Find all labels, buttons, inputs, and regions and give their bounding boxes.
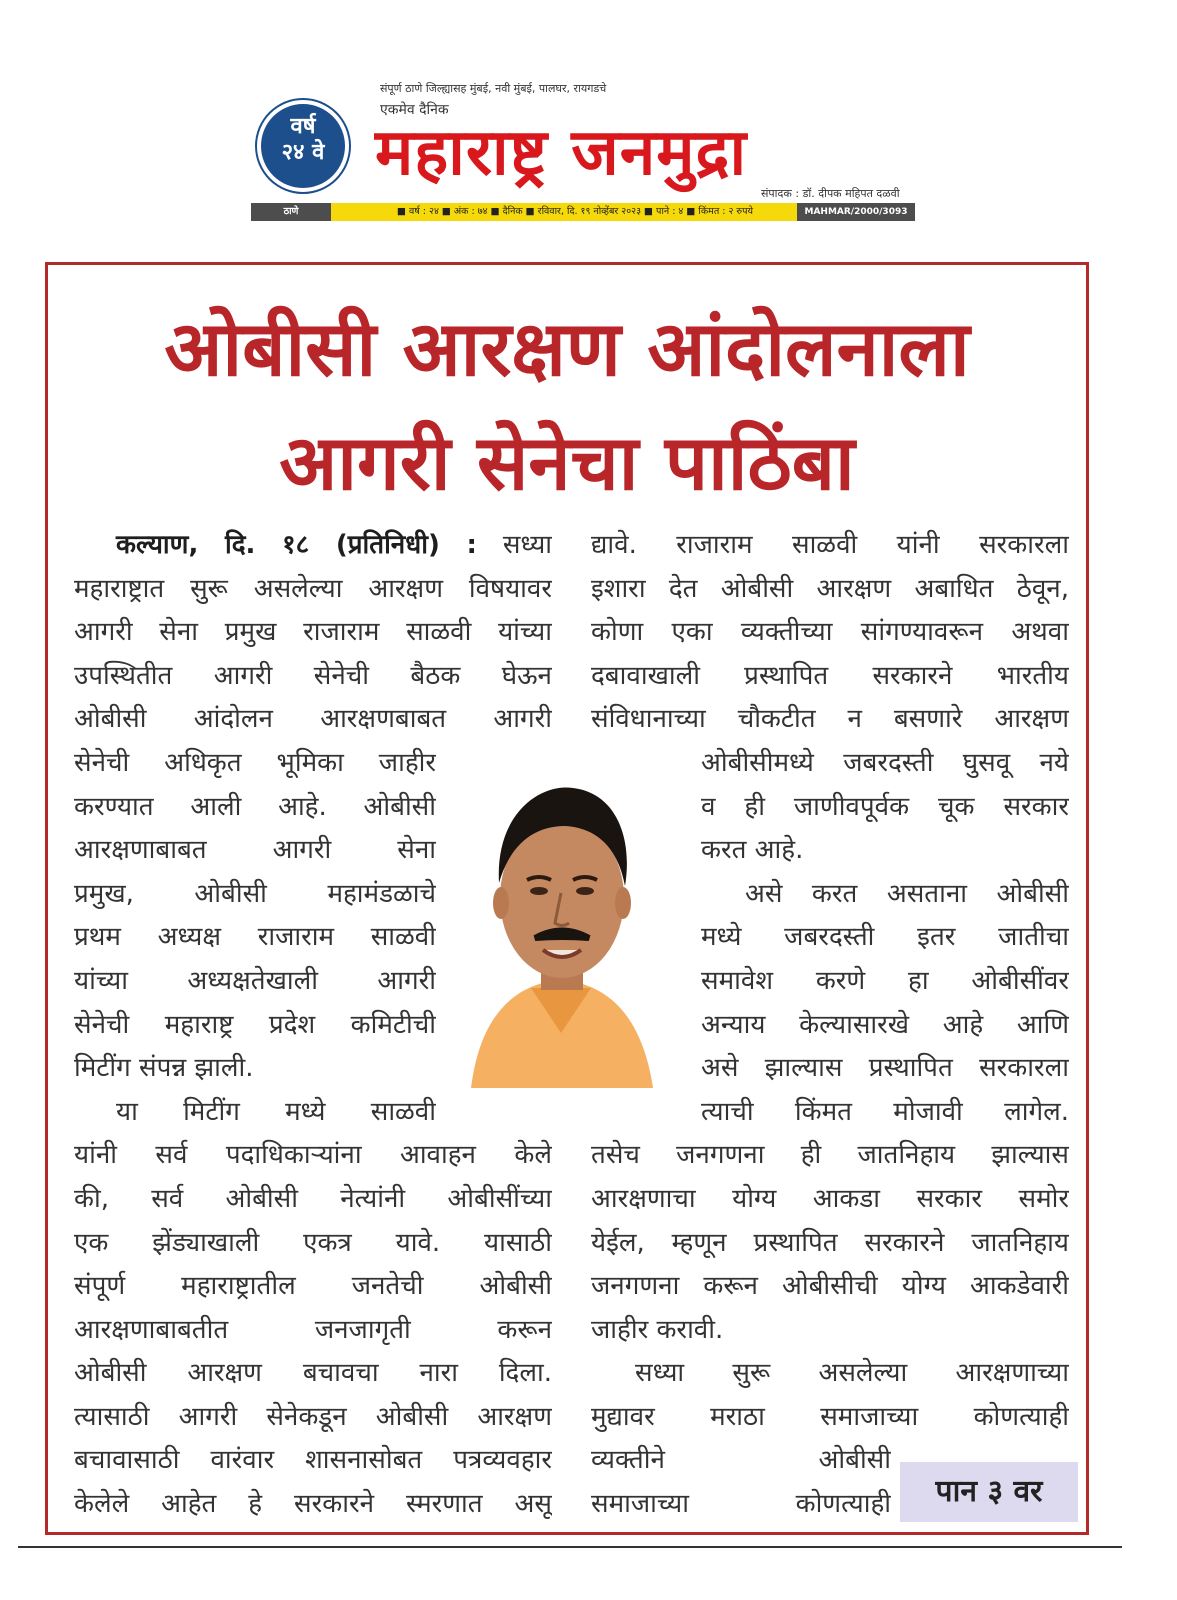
text-line: व ही जाणीवपूर्वक चूक सरकार — [701, 791, 1069, 822]
headline-line-2: आगरी सेनेचा पाठिंबा — [279, 418, 855, 507]
bottom-divider — [18, 1546, 1122, 1548]
text-line: ओबीसी आंदोलन आरक्षणबाबत आगरी — [74, 704, 552, 735]
text-line: समाजाच्या कोणत्याही — [591, 1489, 891, 1520]
text-line: आरक्षणाबाबतीत जनजागृती करून — [74, 1314, 552, 1345]
article-column-right — [591, 524, 1069, 1527]
text-line: आरक्षणाबाबत आगरी सेना — [74, 835, 436, 866]
text-line: संपूर्ण महाराष्ट्रातील जनतेची ओबीसी — [74, 1271, 552, 1302]
text-line: संविधानाच्या चौकटीत न बसणारे आरक्षण — [591, 704, 1069, 735]
text-line: करत आहे. — [701, 835, 804, 866]
text-line: कोणा एका व्यक्तीच्या सांगण्यावरून अथवा — [591, 617, 1069, 648]
text-line: एक झेंड्याखाली एकत्र यावे. यासाठी — [74, 1227, 552, 1258]
issue-info-strip — [251, 203, 915, 221]
text-line: त्याची किंमत मोजावी लागेल. — [701, 1096, 1069, 1127]
text-line: की, सर्व ओबीसी नेत्यांनी ओबीसींच्या — [74, 1183, 552, 1214]
text-line: या मिटींग मध्ये साळवी — [116, 1096, 436, 1127]
text-line: उपस्थितीत आगरी सेनेची बैठक घेऊन — [74, 660, 552, 691]
text-line: यांच्या अध्यक्षतेखाली आगरी — [74, 965, 436, 996]
editor-credit: संपादक : डॉ. दीपक महिपत दळवी — [761, 187, 900, 200]
masthead-tagline: संपूर्ण ठाणे जिल्ह्यासह मुंबई, नवी मुंबई, पालघर, रायगडचे — [380, 82, 607, 95]
text-line: यांनी सर्व पदाधिकाऱ्यांना आवाहन केले — [74, 1140, 552, 1171]
dateline-line — [74, 524, 552, 568]
headline-line-1: ओबीसी आरक्षण आंदोलनाला — [164, 304, 970, 393]
text-line: येईल, म्हणून प्रस्थापित सरकारने जातनिहाय — [591, 1227, 1069, 1258]
text-line: अन्याय केल्यासारखे आहे आणि — [701, 1009, 1069, 1040]
text-line: आगरी सेना प्रमुख राजाराम साळवी यांच्या — [74, 617, 552, 648]
text-line: केलेले आहेत हे सरकारने स्मरणात असू — [74, 1489, 552, 1520]
text-line: आरक्षणाचा योग्य आकडा सरकार समोर — [591, 1183, 1069, 1214]
text-line: त्यासाठी आगरी सेनेकडून ओबीसी आरक्षण — [74, 1401, 552, 1432]
masthead-subtitle: एकमेव दैनिक — [380, 102, 449, 118]
badge-line-2: २४ वे — [281, 140, 325, 165]
text-line: सेनेची अधिकृत भूमिका जाहीर — [74, 747, 436, 778]
text-line: द्यावे. राजाराम साळवी यांनी सरकारला — [591, 530, 1069, 560]
issue-details: ■ वर्ष : २४ ■ अंक : ७४ ■ दैनिक ■ रविवार, दि. १९ नोव्हेंबर २०२३ ■ पाने : ४ ■ किंमत : २ रुपये — [397, 206, 754, 217]
text-line: मध्ये जबरदस्ती इतर जातीचा — [701, 922, 1069, 953]
text-line: जनगणना करून ओबीसीची योग्य आकडेवारी — [591, 1271, 1069, 1302]
badge-line-1: वर्ष — [290, 114, 316, 139]
text-line: व्यक्तीने ओबीसी — [591, 1445, 891, 1476]
news-article — [45, 262, 1089, 1535]
text-line: ओबीसीमध्ये जबरदस्ती घुसवू नये — [701, 747, 1069, 778]
newspaper-masthead — [237, 55, 957, 227]
text-line: असे करत असताना ओबीसी — [745, 878, 1069, 909]
newspaper-name: महाराष्ट्र जनमुद्रा — [375, 116, 748, 190]
text-line: तसेच जनगणना ही जातनिहाय झाल्यास — [591, 1140, 1069, 1171]
anniversary-badge — [257, 100, 349, 192]
text-line: बचावासाठी वारंवार शासनासोबत पत्रव्यवहार — [74, 1445, 552, 1476]
text-line: जाहीर करावी. — [591, 1314, 724, 1345]
text-line: करण्यात आली आहे. ओबीसी — [74, 791, 436, 822]
text-line: सेनेची महाराष्ट्र प्रदेश कमिटीची — [74, 1009, 436, 1040]
text-line: ओबीसी आरक्षण बचावचा नारा दिला. — [74, 1358, 552, 1389]
dateline: कल्याण, दि. १८ (प्रतिनिधी) : — [116, 530, 477, 560]
text-line: प्रथम अध्यक्ष राजाराम साळवी — [74, 922, 436, 953]
text-line: मुद्यावर मराठा समाजाच्या कोणत्याही — [591, 1401, 1069, 1432]
text-line: सध्या सुरू असलेल्या आरक्षणाच्या — [635, 1358, 1069, 1389]
text-line: दबावाखाली प्रस्थापित सरकारने भारतीय — [591, 660, 1069, 691]
text-line: मिटींग संपन्न झाली. — [74, 1053, 254, 1084]
text-line: समावेश करणे हा ओबीसींवर — [701, 965, 1069, 996]
text-line: असे झाल्यास प्रस्थापित सरकारला — [701, 1053, 1069, 1084]
text-line: सध्या — [502, 530, 552, 560]
text-line: प्रमुख, ओबीसी महामंडळाचे — [74, 878, 436, 909]
text-line: महाराष्ट्रात सुरू असलेल्या आरक्षण विषयावर — [74, 573, 552, 604]
text-line: इशारा देत ओबीसी आरक्षण अबाधित ठेवून, — [591, 573, 1069, 604]
registration-number: MAHMAR/2000/3093 — [797, 203, 915, 221]
edition-city: ठाणे — [251, 203, 331, 221]
continued-on-page-label: पान ३ वर — [900, 1462, 1078, 1522]
